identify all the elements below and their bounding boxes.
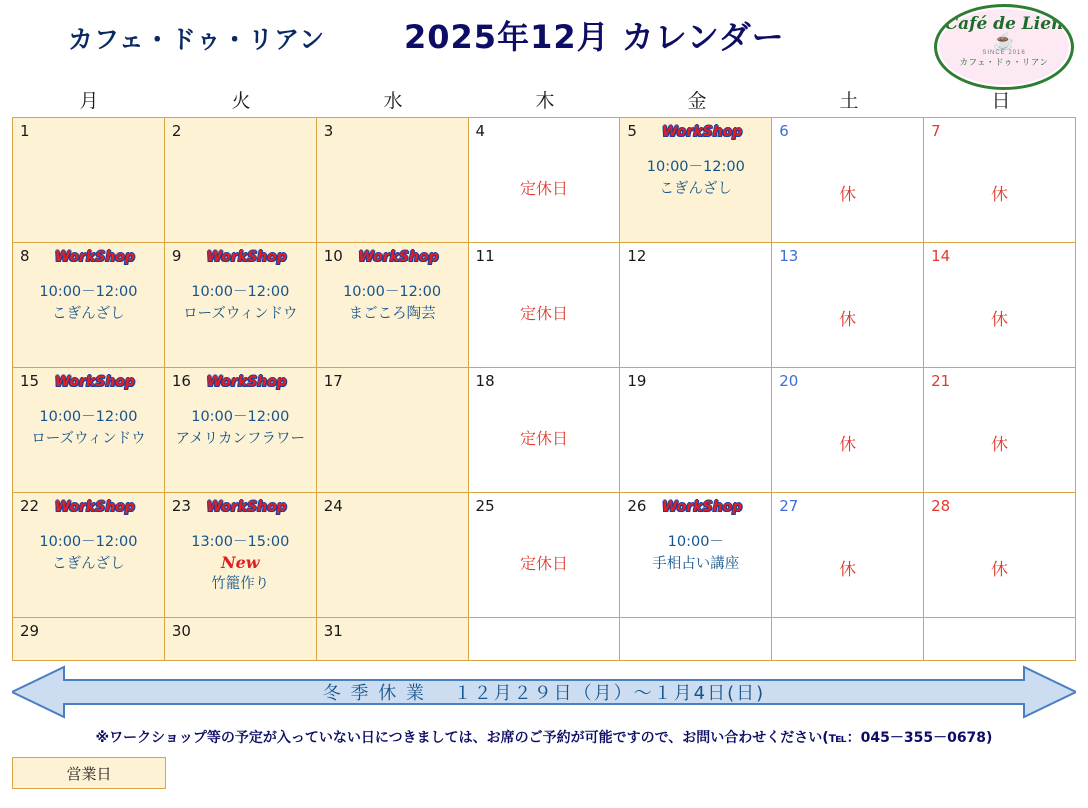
calendar-day-cell[interactable] bbox=[620, 493, 772, 618]
event-time: 13:00－15:00 bbox=[191, 534, 290, 550]
calendar-day-cell[interactable] bbox=[772, 118, 924, 243]
calendar-empty-cell bbox=[468, 618, 620, 661]
calendar-day-cell[interactable] bbox=[13, 243, 165, 368]
day-number: 26 bbox=[627, 497, 647, 515]
event-name: 手相占い講座 bbox=[652, 556, 740, 572]
calendar-week-row bbox=[13, 493, 1076, 618]
event-details bbox=[620, 531, 771, 575]
event-time: 10:00－12:00 bbox=[39, 534, 138, 550]
workshop-badge: WorkShop bbox=[206, 499, 287, 515]
calendar-day-cell[interactable] bbox=[924, 493, 1076, 618]
day-number: 21 bbox=[931, 372, 951, 390]
day-number: 29 bbox=[20, 622, 40, 640]
logo-subtitle: カフェ・ドゥ・リアン bbox=[959, 57, 1049, 67]
regular-closed-label: 定休日 bbox=[519, 429, 568, 448]
day-number: 31 bbox=[323, 622, 343, 640]
calendar-day-cell[interactable] bbox=[316, 243, 468, 368]
weekday-sun: 日 bbox=[991, 90, 1011, 112]
calendar-day-cell[interactable] bbox=[468, 118, 620, 243]
day-number: 16 bbox=[171, 372, 191, 390]
day-number: 19 bbox=[627, 372, 647, 390]
calendar-day-cell[interactable] bbox=[13, 118, 165, 243]
day-number: 20 bbox=[779, 372, 799, 390]
day-number: 5 bbox=[627, 122, 637, 140]
calendar-day-cell[interactable] bbox=[772, 493, 924, 618]
event-time: 10:00－ bbox=[667, 534, 724, 550]
calendar-day-cell[interactable] bbox=[316, 368, 468, 493]
calendar-day-cell[interactable] bbox=[164, 243, 316, 368]
day-number: 13 bbox=[779, 247, 799, 265]
event-details bbox=[165, 531, 316, 595]
calendar-day-cell[interactable] bbox=[164, 118, 316, 243]
workshop-badge: WorkShop bbox=[662, 124, 743, 140]
calendar-day-cell[interactable] bbox=[164, 368, 316, 493]
event-time: 10:00－12:00 bbox=[39, 284, 138, 300]
event-details bbox=[165, 281, 316, 325]
shop-name: カフェ・ドゥ・リアン bbox=[68, 25, 326, 54]
event-details bbox=[620, 156, 771, 200]
day-number: 9 bbox=[171, 247, 182, 265]
calendar-day-cell[interactable] bbox=[620, 368, 772, 493]
rest-day-label: 休 bbox=[839, 435, 857, 455]
day-number: 17 bbox=[323, 372, 343, 390]
winter-holiday-text: 冬 季 休 業 １２月２９日（月）～１月4日(日) bbox=[322, 683, 766, 704]
regular-closed-label: 定休日 bbox=[519, 179, 568, 198]
event-time: 10:00－12:00 bbox=[39, 409, 138, 425]
rest-day-label: 休 bbox=[991, 310, 1009, 330]
workshop-badge: WorkShop bbox=[206, 249, 287, 265]
calendar-day-cell[interactable] bbox=[164, 493, 316, 618]
event-time: 10:00－12:00 bbox=[343, 284, 442, 300]
day-number: 18 bbox=[475, 372, 495, 390]
weekday-fri: 金 bbox=[687, 90, 707, 112]
weekday-tue: 火 bbox=[231, 90, 251, 112]
day-number: 7 bbox=[931, 122, 941, 140]
weekday-wed: 水 bbox=[383, 90, 403, 112]
day-number: 3 bbox=[323, 122, 334, 140]
event-time: 10:00－12:00 bbox=[191, 409, 290, 425]
calendar-day-cell[interactable] bbox=[772, 243, 924, 368]
logo-title: Café de Lien bbox=[944, 14, 1064, 34]
calendar-day-cell[interactable] bbox=[468, 243, 620, 368]
weekday-mon: 月 bbox=[79, 90, 99, 112]
calendar-day-cell[interactable] bbox=[468, 493, 620, 618]
calendar-day-cell[interactable] bbox=[164, 618, 316, 661]
calendar-day-cell[interactable] bbox=[316, 118, 468, 243]
page-header bbox=[0, 0, 1088, 86]
calendar-day-cell[interactable] bbox=[620, 118, 772, 243]
calendar-day-cell[interactable] bbox=[620, 243, 772, 368]
reservation-note: ※ワークショップ等の予定が入っていない日につきましては、お席のご予約が可能ですので、お問い合わせください(℡：045－355－0678) bbox=[95, 730, 993, 746]
calendar-grid bbox=[12, 117, 1076, 661]
rest-day-label: 休 bbox=[991, 435, 1009, 455]
day-number: 27 bbox=[779, 497, 799, 515]
calendar-empty-cell bbox=[620, 618, 772, 661]
calendar-week-row bbox=[13, 118, 1076, 243]
day-number: 12 bbox=[627, 247, 647, 265]
new-badge: New bbox=[220, 553, 260, 572]
day-number: 1 bbox=[20, 122, 30, 140]
calendar-day-cell[interactable] bbox=[13, 618, 165, 661]
day-number: 14 bbox=[931, 247, 951, 265]
day-number: 10 bbox=[323, 247, 343, 265]
day-number: 4 bbox=[475, 122, 486, 140]
page-title: 2025年12月 カレンダー bbox=[404, 18, 785, 56]
calendar-day-cell[interactable] bbox=[924, 243, 1076, 368]
event-details bbox=[317, 281, 468, 325]
calendar-day-cell[interactable] bbox=[924, 368, 1076, 493]
calendar-day-cell[interactable] bbox=[13, 368, 165, 493]
workshop-badge: WorkShop bbox=[54, 499, 135, 515]
day-number: 24 bbox=[323, 497, 343, 515]
calendar-week-row bbox=[13, 618, 1076, 661]
event-time: 10:00－12:00 bbox=[646, 159, 745, 175]
legend-open-day-label: 営業日 bbox=[66, 764, 112, 783]
workshop-badge: WorkShop bbox=[206, 374, 287, 390]
calendar-week-row bbox=[13, 243, 1076, 368]
rest-day-label: 休 bbox=[839, 310, 857, 330]
calendar-day-cell[interactable] bbox=[468, 368, 620, 493]
event-name: 竹籠作り bbox=[211, 576, 270, 592]
winter-holiday-banner bbox=[12, 661, 1076, 723]
day-number: 23 bbox=[171, 497, 191, 515]
calendar-day-cell[interactable] bbox=[772, 368, 924, 493]
calendar-week-row bbox=[13, 368, 1076, 493]
event-name: ローズウィンドウ bbox=[31, 431, 146, 447]
event-name: こぎんざし bbox=[52, 306, 125, 322]
legend-open-day bbox=[12, 757, 166, 789]
event-details bbox=[13, 281, 164, 325]
calendar-day-cell[interactable] bbox=[924, 118, 1076, 243]
regular-closed-label: 定休日 bbox=[519, 304, 568, 323]
event-details bbox=[165, 406, 316, 450]
calendar-empty-cell bbox=[772, 618, 924, 661]
event-name: まごころ陶芸 bbox=[348, 306, 436, 322]
rest-day-label: 休 bbox=[991, 560, 1009, 580]
event-time: 10:00－12:00 bbox=[191, 284, 290, 300]
weekday-sat: 土 bbox=[839, 90, 859, 112]
calendar-day-cell[interactable] bbox=[13, 493, 165, 618]
day-number: 11 bbox=[475, 247, 495, 265]
day-number: 6 bbox=[779, 122, 789, 140]
weekday-thu: 木 bbox=[535, 90, 555, 112]
day-number: 28 bbox=[931, 497, 951, 515]
rest-day-label: 休 bbox=[991, 185, 1009, 205]
event-details bbox=[13, 406, 164, 450]
day-number: 2 bbox=[171, 122, 182, 140]
event-details bbox=[13, 531, 164, 575]
calendar-day-cell[interactable] bbox=[316, 618, 468, 661]
event-name: アメリカンフラワー bbox=[175, 431, 305, 447]
event-name: ローズウィンドウ bbox=[183, 306, 298, 322]
rest-day-label: 休 bbox=[839, 560, 857, 580]
day-number: 30 bbox=[171, 622, 191, 640]
day-number: 8 bbox=[20, 247, 30, 265]
calendar-empty-cell bbox=[924, 618, 1076, 661]
coffee-cup-icon: ☕ bbox=[993, 32, 1015, 51]
logo-since: SINCE 2016 bbox=[982, 50, 1026, 56]
day-number: 22 bbox=[20, 497, 40, 515]
workshop-badge: WorkShop bbox=[358, 249, 439, 265]
workshop-badge: WorkShop bbox=[54, 374, 135, 390]
event-name: こぎんざし bbox=[659, 181, 733, 197]
rest-day-label: 休 bbox=[839, 185, 857, 205]
workshop-badge: WorkShop bbox=[54, 249, 135, 265]
cafe-logo bbox=[934, 4, 1074, 90]
calendar-day-cell[interactable] bbox=[316, 493, 468, 618]
event-name: こぎんざし bbox=[52, 556, 125, 572]
regular-closed-label: 定休日 bbox=[519, 554, 568, 573]
workshop-badge: WorkShop bbox=[662, 499, 743, 515]
weekday-header-row bbox=[11, 86, 1077, 117]
day-number: 25 bbox=[475, 497, 495, 515]
day-number: 15 bbox=[20, 372, 40, 390]
